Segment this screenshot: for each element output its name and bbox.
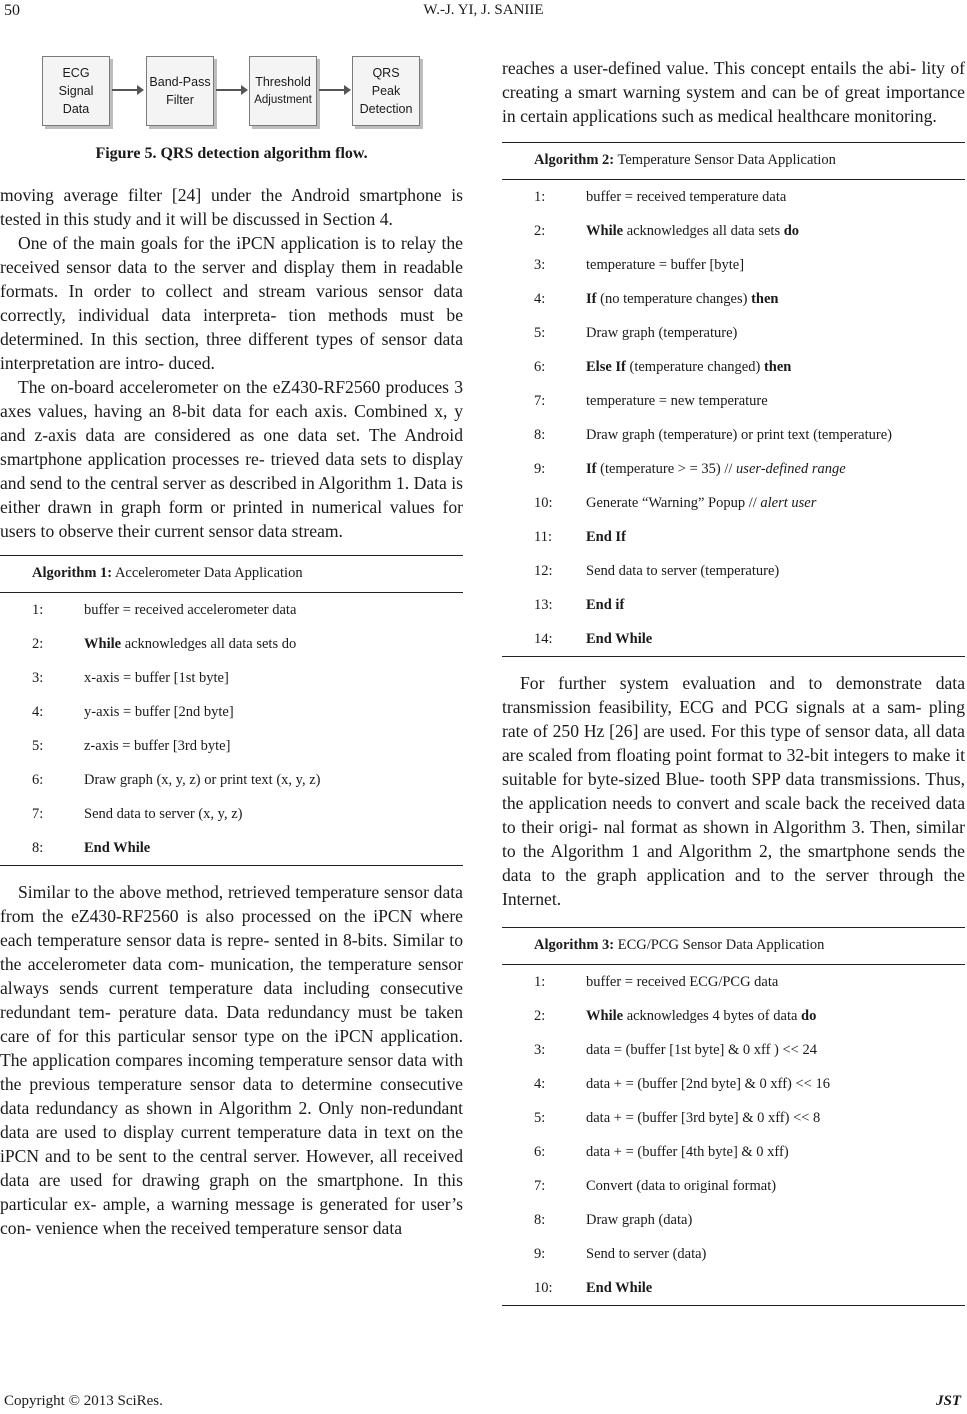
left-column (0, 48, 463, 1240)
line-number: 12: (534, 562, 553, 579)
line-number: 1: (534, 188, 546, 205)
right-column (502, 56, 965, 1320)
line-code: buffer = received temperature data (586, 188, 787, 205)
line-number: 2: (32, 635, 44, 652)
line-code: data + = (buffer [3rd byte] & 0 xff) << 8 (586, 1109, 821, 1126)
line-code: End While (586, 1279, 653, 1296)
algorithm-label: Algorithm 1: (32, 565, 113, 581)
copyright-notice: Copyright © 2013 SciRes. (4, 1393, 163, 1409)
algorithm-line (502, 1203, 965, 1237)
flow-arrow (112, 89, 142, 91)
algorithm-1-title (0, 556, 463, 593)
algorithm-line (502, 418, 965, 452)
algorithm-2-title (502, 143, 965, 180)
line-code: Generate “Warning” Popup // alert user (586, 494, 817, 511)
algorithm-line (502, 282, 965, 316)
flow-box-threshold-adjustment (249, 56, 317, 126)
line-code: While acknowledges all data sets do (586, 222, 800, 239)
line-number: 11: (534, 528, 552, 545)
line-code: Draw graph (data) (586, 1211, 693, 1228)
flow-arrow (216, 89, 246, 91)
algorithm-line (502, 1033, 965, 1067)
algorithm-1-table (0, 555, 463, 866)
algorithm-line (0, 593, 463, 627)
line-code: data + = (buffer [2nd byte] & 0 xff) << 16 (586, 1075, 830, 1092)
line-code: Draw graph (temperature) (586, 324, 738, 341)
algorithm-line (502, 452, 965, 486)
algorithm-line (502, 1237, 965, 1271)
figure5-caption: Figure 5. QRS detection algorithm flow. (95, 145, 368, 162)
line-number: 13: (534, 596, 553, 613)
line-number: 8: (32, 839, 44, 856)
line-number: 6: (534, 1143, 546, 1160)
algorithm-2-rows (502, 180, 965, 656)
box-line: Filter (166, 93, 194, 107)
algorithm-line (502, 622, 965, 656)
line-number: 4: (534, 1075, 546, 1092)
line-number: 2: (534, 222, 546, 239)
algorithm-title-text: Temperature Sensor Data Application (614, 152, 836, 168)
paragraph: For further system evaluation and to demonstrate data transmission feasibility, ECG and PCG signals at a sam- pling rate of 250 Hz [26] are used. For this type of sensor data, all data are scaled from floating point format to 32-bit integers to make it suitable for byte-sized Blue- tooth SPP data transmissions. Thus, the application needs to convert and scale back the received data to their origi- nal format as shown in Algorithm 3. Then, similar to the Algorithm 1 and Algorithm 2, the smartphone sends the data to the graph application and to the server through the Internet. (502, 673, 965, 909)
algorithm-line (502, 486, 965, 520)
flow-box-ecg-signal-data (42, 56, 110, 126)
algorithm-line (0, 763, 463, 797)
algorithm-title-text: ECG/PCG Sensor Data Application (614, 937, 825, 953)
line-number: 5: (534, 1109, 546, 1126)
algorithm-line (502, 1101, 965, 1135)
line-code: buffer = received ECG/PCG data (586, 973, 779, 990)
box-line: Data (62, 102, 90, 116)
line-code: data = (buffer [1st byte] & 0 xff ) << 24 (586, 1041, 817, 1058)
line-code: Else If (temperature changed) then (586, 358, 792, 375)
line-number: 4: (534, 290, 546, 307)
line-code: temperature = new temperature (586, 392, 768, 409)
algorithm-line (502, 316, 965, 350)
algorithm-line (502, 965, 965, 999)
page-number: 50 (4, 2, 20, 19)
algorithm-label: Algorithm 2: (534, 152, 615, 168)
line-number: 1: (32, 601, 44, 618)
algorithm-1-rows (0, 593, 463, 865)
line-code: data + = (buffer [4th byte] & 0 xff) (586, 1143, 789, 1160)
paragraph: reaches a user-defined value. This concept entails the abi- lity of creating a smart warning system and can be of great importance in certain applications such as medical healthcare monitoring. (502, 58, 965, 126)
line-number: 3: (32, 669, 44, 686)
algorithm-line (502, 1169, 965, 1203)
algorithm-3-title (502, 928, 965, 965)
box-line: Signal (58, 84, 94, 98)
algorithm-3-rows (502, 965, 965, 1305)
line-code: z-axis = buffer [3rd byte] (84, 737, 231, 754)
line-number: 3: (534, 256, 546, 273)
algorithm-line (502, 1135, 965, 1169)
line-code: If (no temperature changes) then (586, 290, 779, 307)
line-number: 8: (534, 426, 546, 443)
line-code: Send data to server (temperature) (586, 562, 780, 579)
line-code: End While (84, 839, 151, 856)
algorithm-line (502, 520, 965, 554)
line-code: End if (586, 596, 625, 613)
page-header (0, 0, 967, 30)
line-code: Send data to server (x, y, z) (84, 805, 243, 822)
algorithm-line (0, 831, 463, 865)
box-line: ECG (62, 66, 90, 80)
flow-box-qrs-peak-detection (352, 56, 420, 126)
line-number: 6: (534, 358, 546, 375)
line-number: 9: (534, 460, 546, 477)
line-number: 5: (534, 324, 546, 341)
algorithm-title-text: Accelerometer Data Application (112, 565, 303, 581)
line-number: 7: (32, 805, 44, 822)
algorithm-line (0, 695, 463, 729)
line-number: 2: (534, 1007, 546, 1024)
algorithm-3-table (502, 927, 965, 1306)
line-code: y-axis = buffer [2nd byte] (84, 703, 234, 720)
running-head-authors: W.-J. YI, J. SANIIE (423, 2, 544, 18)
line-code: x-axis = buffer [1st byte] (84, 669, 229, 686)
line-code: End While (586, 630, 653, 647)
line-number: 10: (534, 1279, 553, 1296)
line-number: 4: (32, 703, 44, 720)
figure5-flow-diagram (0, 48, 463, 133)
line-number: 1: (534, 973, 546, 990)
algorithm-line (502, 248, 965, 282)
flow-box-band-pass-filter (146, 56, 214, 126)
paragraph: Similar to the above method, retrieved temperature sensor data from the eZ430-RF2560 is also processed on the iPCN where each temperature sensor data is repre- sented in 8-bits. Similar to the accelerometer data com- munication, the temperature sensor always sends current temperature data including consecutive redundant tem- perature data. Data redundancy must be taken care of for this particular sensor type on the iPCN application. The application compares incoming temperature sensor data with the previous temperature sensor data to determine consecutive data redundancy as shown in Algorithm 2. Only non-redundant data are used to display current temperature data in text on the iPCN and to be sent to the central server. However, all received data are used for drawing graph on the smartphone. In this particular ex- ample, a warning message is generated for user’s con- venience when the received temperature sensor data (0, 882, 463, 1238)
line-number: 7: (534, 1177, 546, 1194)
box-line: Band-Pass (149, 75, 211, 89)
line-number: 9: (534, 1245, 546, 1262)
box-line: Adjustment (254, 94, 312, 106)
algorithm-line (0, 627, 463, 661)
line-number: 6: (32, 771, 44, 788)
algorithm-line (0, 797, 463, 831)
line-code: Draw graph (x, y, z) or print text (x, y, z) (84, 771, 321, 788)
flow-arrow (319, 89, 349, 91)
algorithm-line (502, 554, 965, 588)
line-number: 8: (534, 1211, 546, 1228)
line-number: 10: (534, 494, 553, 511)
algorithm-label: Algorithm 3: (534, 937, 615, 953)
line-code: Convert (data to original format) (586, 1177, 777, 1194)
line-code: If (temperature > = 35) // user-defined range (586, 460, 846, 477)
paragraph: moving average filter [24] under the Android smartphone is tested in this study and it will be discussed in Section 4. (0, 185, 463, 229)
algorithm-line (502, 384, 965, 418)
algorithm-line (502, 999, 965, 1033)
algorithm-2-table (502, 142, 965, 657)
paragraph: The on-board accelerometer on the eZ430-RF2560 produces 3 axes values, having an 8-bit data for each axis. Combined x, y and z-axis data are considered as one data set. The Android smartphone application processes re- trieved data sets to display and send to the central server as described in Algorithm 1. Data is either drawn in graph form or printed in numerical values for users to observe their current sensor data stream. (0, 377, 463, 541)
line-code: temperature = buffer [byte] (586, 256, 745, 273)
paragraph: One of the main goals for the iPCN application is to relay the received sensor data to the server and display them in readable formats. In order to collect and stream various sensor data correctly, individual data interpreta- tion methods must be determined. In this section, three different types of sensor data interpretation are intro- duced. (0, 233, 463, 373)
box-line: QRS (372, 66, 400, 80)
algorithm-line (502, 350, 965, 384)
journal-abbreviation: JST (935, 1393, 961, 1409)
box-line: Detection (359, 102, 413, 116)
algorithm-line (502, 1067, 965, 1101)
line-code: While acknowledges 4 bytes of data do (586, 1007, 817, 1024)
box-line: Peak (371, 84, 401, 98)
line-code: buffer = received accelerometer data (84, 601, 297, 618)
line-number: 3: (534, 1041, 546, 1058)
line-code: While acknowledges all data sets do (84, 635, 297, 652)
line-code: Send to server (data) (586, 1245, 707, 1262)
line-code: Draw graph (temperature) or print text (temperature) (586, 426, 892, 443)
algorithm-line (502, 180, 965, 214)
line-number: 7: (534, 392, 546, 409)
algorithm-line (0, 661, 463, 695)
line-number: 5: (32, 737, 44, 754)
box-line: Threshold (255, 75, 311, 89)
algorithm-line (502, 588, 965, 622)
algorithm-line (502, 1271, 965, 1305)
algorithm-line (502, 214, 965, 248)
line-number: 14: (534, 630, 553, 647)
line-code: End If (586, 528, 626, 545)
algorithm-line (0, 729, 463, 763)
